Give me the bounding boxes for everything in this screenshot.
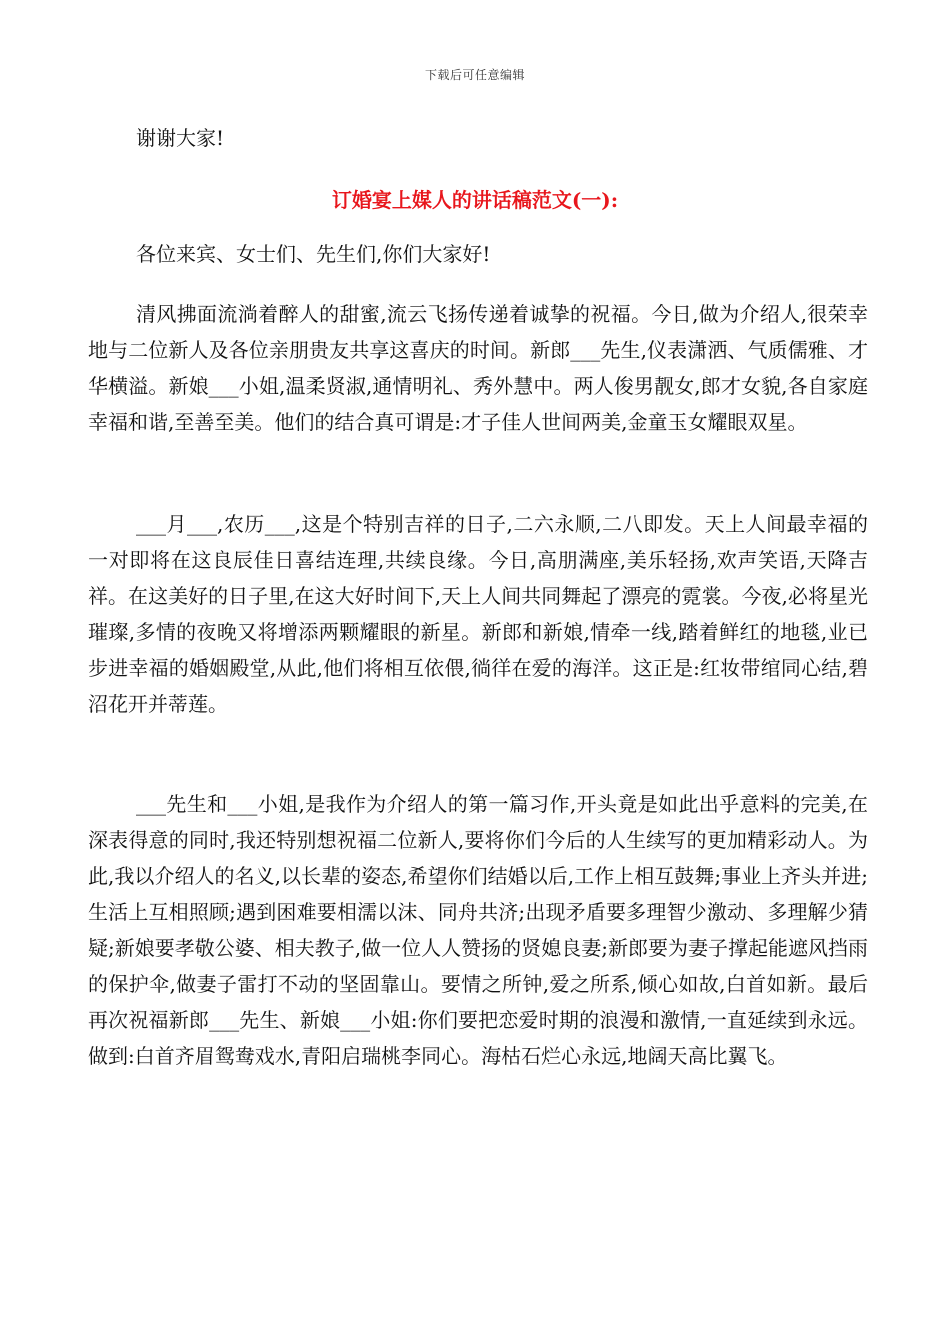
paragraph-text: 清风拂面流淌着醉人的甜蜜,流云飞扬传递着诚挚的祝福。今日,做为介绍人,很荣幸地与二位新人及各位亲朋贵友共享这喜庆的时间。新郎___先生,仪表潇洒、气质儒雅、才华横溢。新娘___小姐,温柔贤淑,通情明礼、秀外慧中。两人俊男靓女,郎才女貌,各自家庭幸福和谐,至善至美。他们的结合真可谓是:才子佳人世间两美,金童玉女耀眼双星。	[88, 302, 868, 434]
paragraph-text: ___月___,农历___,这是个特别吉祥的日子,二六永顺,二八即发。天上人间最幸福的一对即将在这良辰佳日喜结连理,共续良缘。今日,高朋满座,美乐轻扬,欢声笑语,天降吉祥。在这美好的日子里,在这大好时间下,天上人间共同舞起了漂亮的霓裳。今夜,必将星光璀璨,多情的夜晚又将增添两颗耀眼的新星。新郎和新娘,情牵一线,踏着鲜红的地毯,业已步进幸福的婚姻殿堂,从此,他们将相互依偎,徜徉在爱的海洋。这正是:红妆带绾同心结,碧沼花开并蒂莲。	[88, 512, 868, 716]
paragraph-text: ___先生和___小姐,是我作为介绍人的第一篇习作,开头竟是如此出乎意料的完美,在深表得意的同时,我还特别想祝福二位新人,要将你们今后的人生续写的更加精彩动人。为此,我以介绍人的名义,以长辈的姿态,希望你们结婚以后,工作上相互鼓舞;事业上齐头并进;生活上互相照顾;遇到困难要相濡以沫、同舟共济;出现矛盾要多理智少激动、多理解少猜疑;新娘要孝敬公婆、相夫教子,做一位人人赞扬的贤媳良妻;新郎要为妻子撑起能遮风挡雨的保护伞,做妻子雷打不动的坚固靠山。要情之所钟,爱之所系,倾心如故,白首如新。最后再次祝福新郎___先生、新娘___小姐:你们要把恋爱时期的浪漫和激情,一直延续到永远。做到:白首齐眉鸳鸯戏水,青阳启瑞桃李同心。海枯石烂心永远,地阔天高比翼飞。	[88, 792, 868, 1068]
body-paragraph-3	[88, 786, 868, 1074]
body-paragraph-2	[88, 506, 868, 722]
body-paragraph-1	[88, 296, 868, 440]
section-title: 订婚宴上媒人的讲话稿范文(一):	[331, 188, 619, 212]
page-header-note: 下载后可任意编辑	[424, 68, 525, 82]
greeting-line: 各位来宾、女士们、先生们,你们大家好!	[136, 242, 491, 266]
closing-line: 谢谢大家!	[136, 126, 225, 150]
